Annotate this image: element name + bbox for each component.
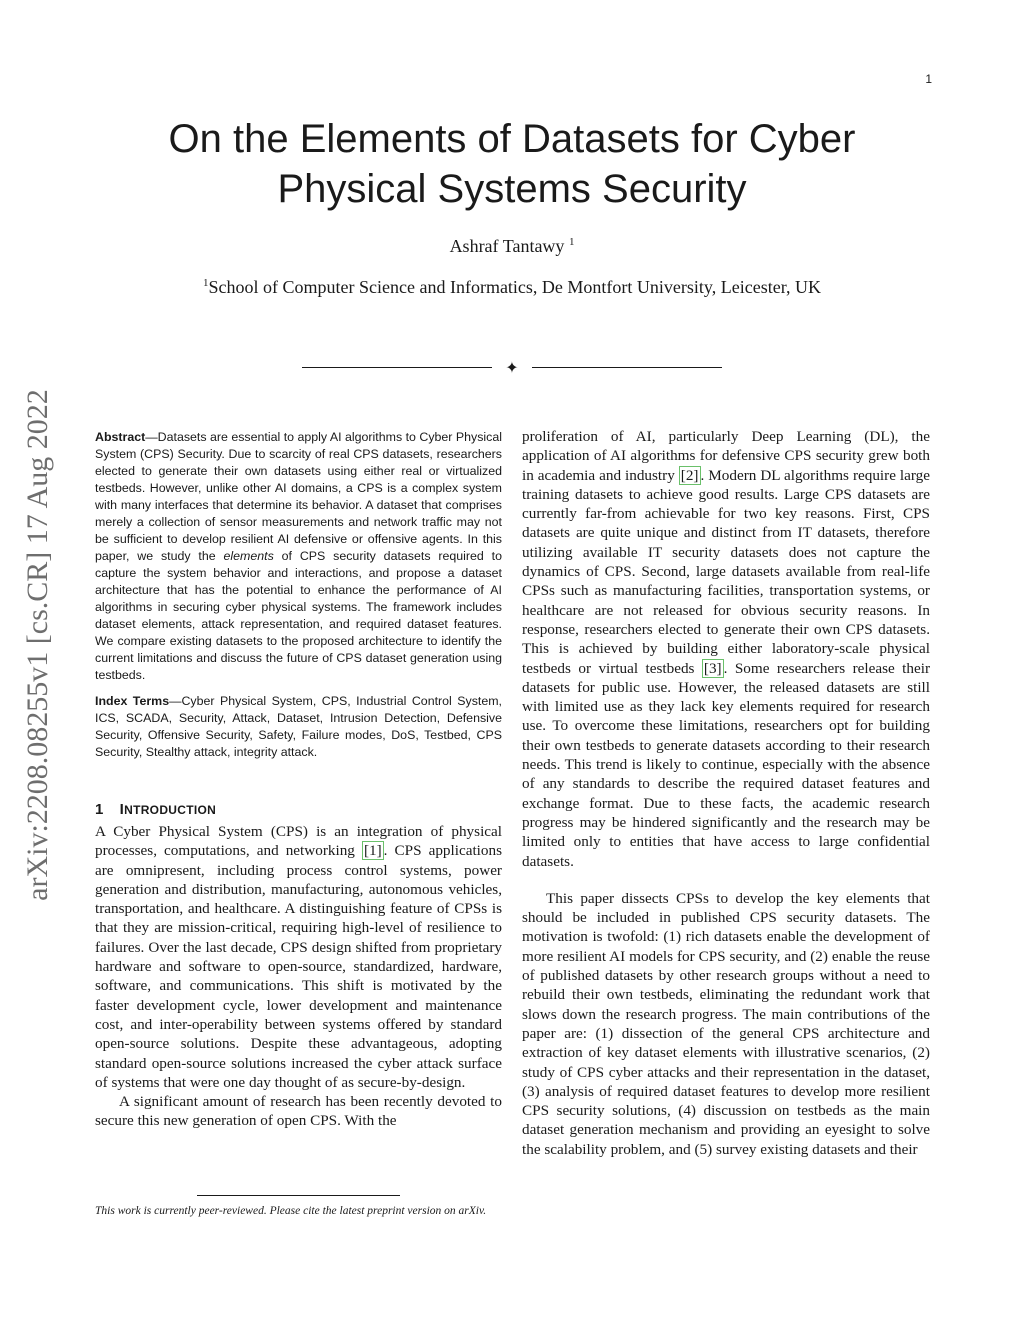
abstract-emphasis: elements [223, 549, 274, 563]
citation-link-2[interactable]: [2] [680, 466, 699, 484]
abstract-text-2: of CPS security datasets required to capture the system behavior and interactions, and propose a dataset architecture that has the potential to enhance the performance of AI algorithms in securing cyber physical systems. The framework includes dataset elements, attack representation, and required dataset features. We compare existing datasets to the proposed architecture to identify the current limitations and discuss the future of CPS dataset generation using testbeds. [95, 549, 502, 682]
left-column [95, 429, 502, 1131]
author-name: Ashraf Tantawy [449, 236, 565, 256]
citation-link-3[interactable]: [3] [703, 659, 722, 677]
right-paragraph-2: This paper dissects CPSs to develop the key elements that should be included in published CPS security datasets. The motivation is twofold: (1) rich datasets enable the development of more resilient AI models for CPS security, and (2) enable the reuse of published datasets by other research groups without a need to rebuild their own testbeds, eliminating the redundant work that slows down the research progress. The main contributions of the paper are: (1) dissection of the general CPS architecture and extraction of key dataset elements with illustrative scenarios, (2) study of CPS cyber attacks and their representation in the dataset, (3) analysis of required dataset features to develop more resilient CPS security solutions, (4) discussion on testbeds as the main dataset generation mechanism and providing an eyesight to solve the scalability problem, and (5) survey existing datasets and their [522, 889, 930, 1158]
section-title-rest: NTRODUCTION [124, 803, 217, 817]
intro-p1-text-b: . CPS applications are omnipresent, including process control systems, power generation and distribution, manufacturing, autonomous vehicles, transportation, and healthcare. A distinguishing feature of CPSs is that they are mission-critical, requiring high-level of resilience to failures. Over the last decade, CPS design shifted from proprietary hardware and software to open-source, standardized, hardware, software, and communications. This shift is motivated by the faster development cycle, lower development and maintenance cost, and inter-operability between systems offered by standard open-source solutions. Despite these advantageous, adopting standard open-source solutions increased the cyber attack surface of systems that were one day thought of as secure-by-design. [95, 842, 502, 1091]
affiliation-line [0, 277, 1024, 298]
index-terms [95, 693, 502, 761]
intro-paragraph-2: A significant amount of research has been recently devoted to secure this new generation of open CPS. With the [95, 1093, 502, 1130]
right-column [522, 427, 930, 1159]
separator-line-left [302, 367, 492, 368]
author-line [0, 236, 1024, 257]
separator-line-right [532, 367, 722, 368]
right-p1-text-b: . Modern DL algorithms require large training datasets to achieve good results. Large CPS datasets are currently far-from achievable for two key reasons. First, CPS datasets are quite unique and distinct from IT datasets, therefore utilizing available IT security datasets does not capture the dynamics of CPS. Second, large datasets available from real-life CPSs such as manufacturing facilities, transportation systems, or healthcare are not released for obvious security reasons. In response, researchers elected to generate their own CPS datasets. This is achieved by building either laboratory-scale physical testbeds or virtual testbeds [522, 466, 931, 677]
intro-p1-text-a: A Cyber Physical System (CPS) is an integration of physical processes, computations, and networking [95, 823, 502, 860]
abstract-label: Abstract [95, 430, 146, 444]
author-affiliation-mark: 1 [568, 236, 575, 248]
intro-paragraph-1 [95, 822, 502, 1092]
index-terms-text: —Cyber Physical System, CPS, Industrial Control System, ICS, SCADA, Security, Attack, Dataset, Intrusion Detection, Defensive Security, Offensive Security, Safety, Failure modes, DoS, Testbed, CPS Security, Stealthy attack, integrity attack. [95, 694, 503, 759]
abstract [95, 429, 502, 684]
affiliation-text: School of Computer Science and Informatics, De Montfort University, Leicester, UK [208, 277, 821, 297]
index-terms-label: Index Terms [95, 694, 170, 708]
right-p1-text-a: proliferation of AI, particularly Deep Learning (DL), the application of AI algorithms for defensive CPS security grew both in academia and industry [522, 428, 930, 484]
paper-title: On the Elements of Datasets for Cyber Physical Systems Security [168, 117, 856, 211]
page-number: 1 [925, 72, 932, 86]
affiliation-mark: 1 [203, 277, 209, 289]
section-number: 1 [95, 801, 104, 818]
section-initial: I [119, 801, 125, 818]
separator-star-icon: ✦ [505, 358, 519, 377]
section-heading-introduction [95, 801, 502, 818]
abstract-text-1: —Datasets are essential to apply AI algorithms to Cyber Physical System (CPS) Security. Due to scarcity of real CPS datasets, researchers elected to generate their own datasets using either real or virtualized testbeds. However, unlike other AI domains, a CPS is a complex system with many interfaces that determine its behavior. A dataset that comprises merely a collection of sensor measurements and network traffic may not be sufficient to develop resilient AI defensive or offensive agents. In this paper, we study the [95, 430, 503, 563]
citation-link-1[interactable]: [1] [363, 842, 382, 860]
arxiv-identifier: arXiv:2208.08255v1 [cs.CR] 17 Aug 2022 [21, 389, 54, 901]
footnote: This work is currently peer-reviewed. Please cite the latest preprint version on arXiv. [95, 1205, 487, 1217]
footnote-rule [197, 1195, 400, 1196]
title-separator [302, 358, 722, 378]
right-paragraph-1 [522, 427, 930, 871]
right-p1-text-c: . Some researchers release their datasets for public use. However, the released datasets are still with limited use as they lack key elements required for research use. To overcome these limitations, researchers opt for building their own testbeds to generate datasets according to their research needs. This trend is likely to continue, especially with the absence of any standards to describe the required dataset features and exchange format. Due to these facts, the academic research progress may be hindered significantly and the research may be limited only to entities that have access to large confidential datasets. [522, 659, 931, 870]
